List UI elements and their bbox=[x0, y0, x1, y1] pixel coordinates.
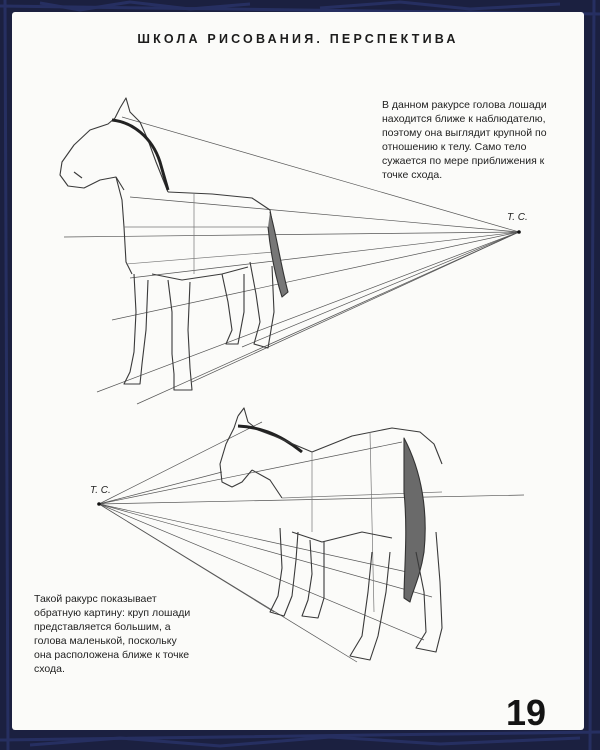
vanishing-point-right bbox=[517, 230, 521, 234]
vanishing-point-label-left: Т. С. bbox=[90, 485, 111, 496]
page-number: 19 bbox=[506, 692, 547, 733]
vanishing-point-left bbox=[97, 502, 101, 506]
sketch-page bbox=[12, 12, 584, 733]
note-upper-horse: В данном ракурсе голова лошади находится ближе к наблюдателю, поэтому она выглядит крупной по отношению к телу. Само тело сужается по мере приближения к точке схода. bbox=[382, 99, 547, 181]
upper-horse-sketch bbox=[60, 98, 288, 390]
vanishing-point-label-right: Т. С. bbox=[507, 212, 528, 223]
page-header: ШКОЛА РИСОВАНИЯ. ПЕРСПЕКТИВА bbox=[137, 32, 459, 46]
lower-horse-sketch bbox=[220, 408, 442, 660]
note-lower-horse: Такой ракурс показывает обратную картину: круп лошади представляется большим, а голова маленькой, поскольку она расположена ближе к точке схода. bbox=[34, 593, 191, 675]
